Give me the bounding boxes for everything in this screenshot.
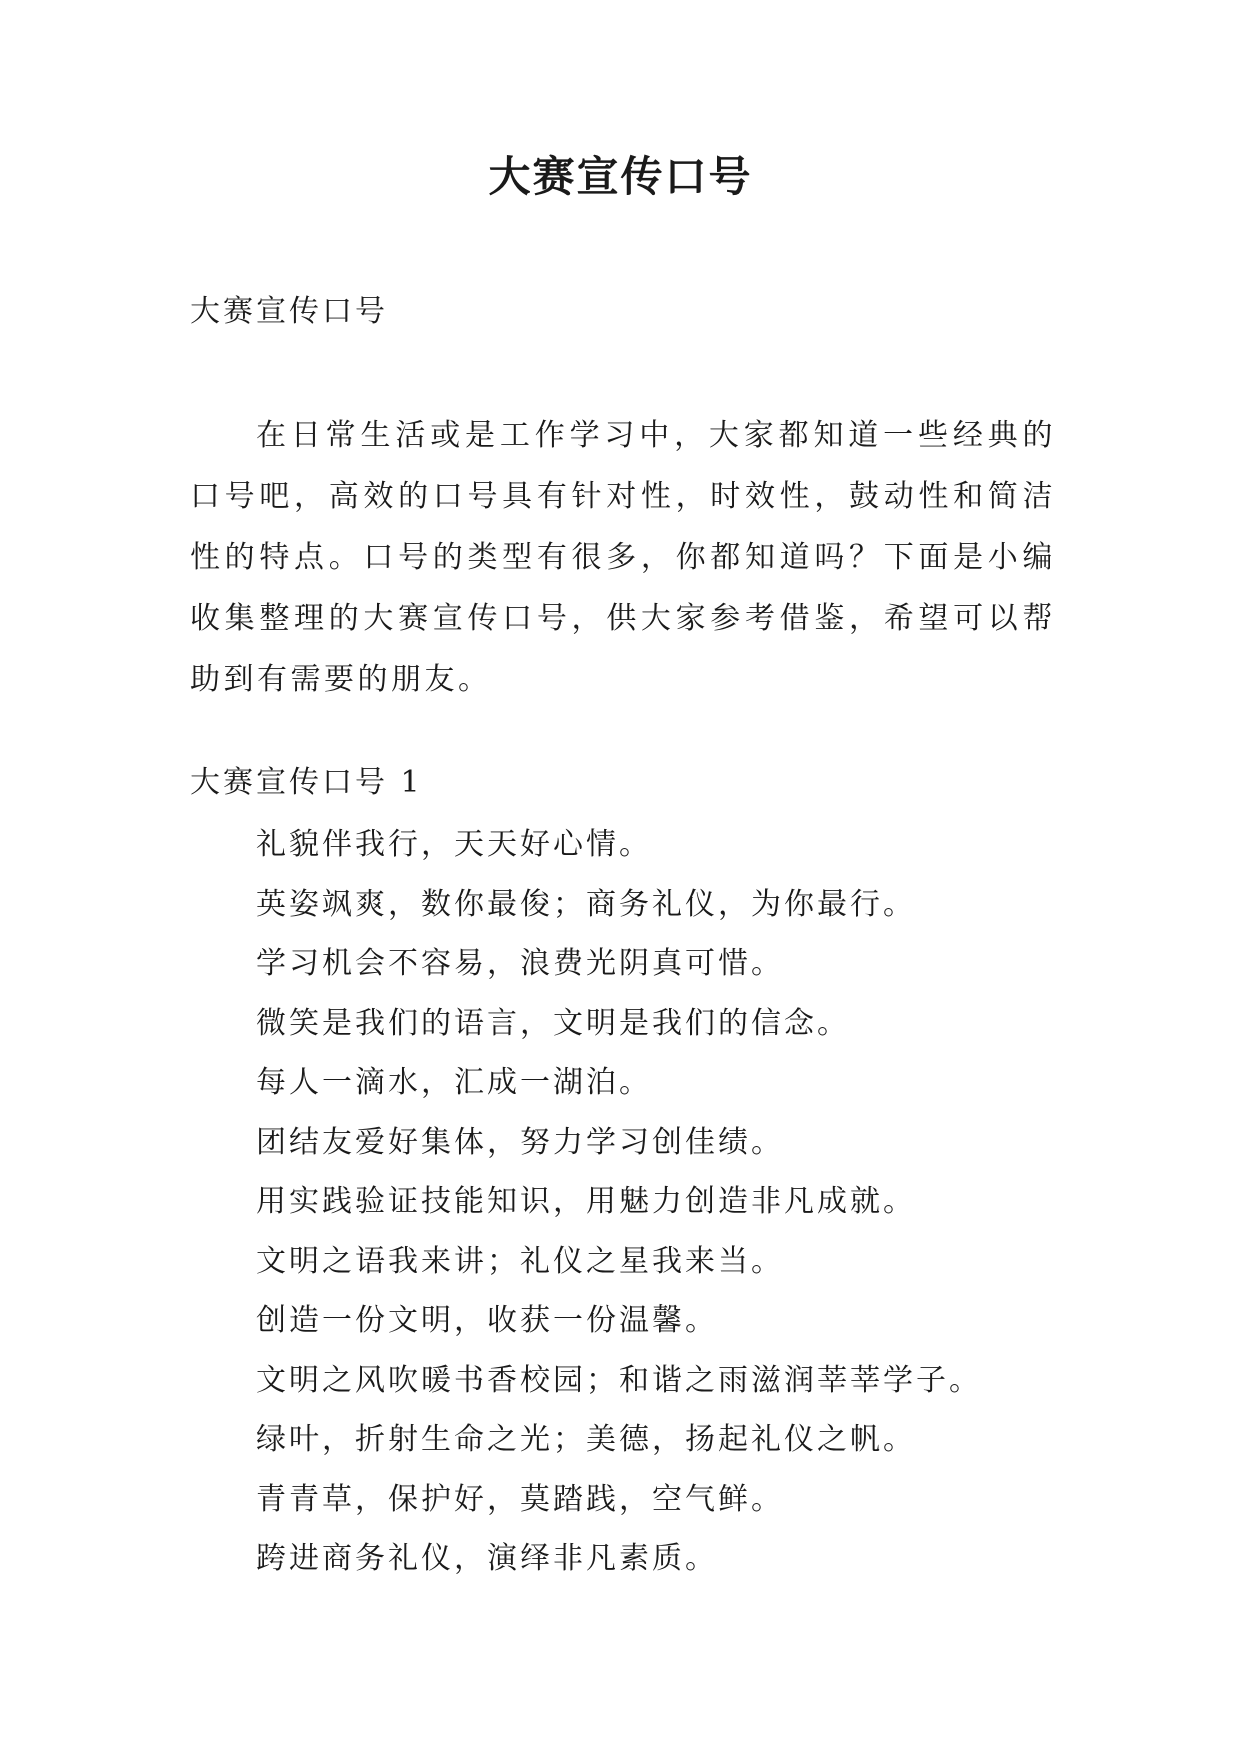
slogan-item: 每人一滴水，汇成一湖泊。 [256,1065,652,1100]
slogan-item: 创造一份文明，收获一份温馨。 [256,1303,718,1338]
slogan-item: 跨进商务礼仪，演绎非凡素质。 [256,1541,718,1576]
slogan-item: 文明之风吹暖书香校园；和谐之雨滋润莘莘学子。 [256,1362,982,1398]
slogan-item: 学习机会不容易，浪费光阴真可惜。 [256,946,784,981]
document-title: 大赛宣传口号 [488,152,753,201]
slogan-item: 英姿飒爽，数你最俊；商务礼仪，为你最行。 [256,886,916,922]
slogan-item: 青青草，保护好，莫踏践，空气鲜。 [256,1481,784,1517]
slogan-item: 礼貌伴我行，天天好心情。 [256,827,652,862]
slogan-list [256,815,982,1589]
slogan-item: 团结友爱好集体，努力学习创佳绩。 [256,1124,784,1160]
intro-paragraph: 在日常生活或是工作学习中，大家都知道一些经典的口号吧，高效的口号具有针对性，时效性，鼓动性和简洁性的特点。口号的类型有很多，你都知道吗？下面是小编收集整理的大赛宣传口号，供大家参考借鉴，希望可以帮助到有需要的朋友。 [190,418,1056,697]
slogan-item: 文明之语我来讲；礼仪之星我来当。 [256,1243,784,1279]
document-subtitle: 大赛宣传口号 [190,294,388,329]
slogan-item: 用实践验证技能知识，用魅力创造非凡成就。 [256,1184,916,1219]
slogan-item: 绿叶，折射生命之光；美德，扬起礼仪之帆。 [256,1422,916,1457]
slogan-item: 微笑是我们的语言，文明是我们的信念。 [256,1005,850,1041]
section-heading: 大赛宣传口号 1 [190,765,423,800]
